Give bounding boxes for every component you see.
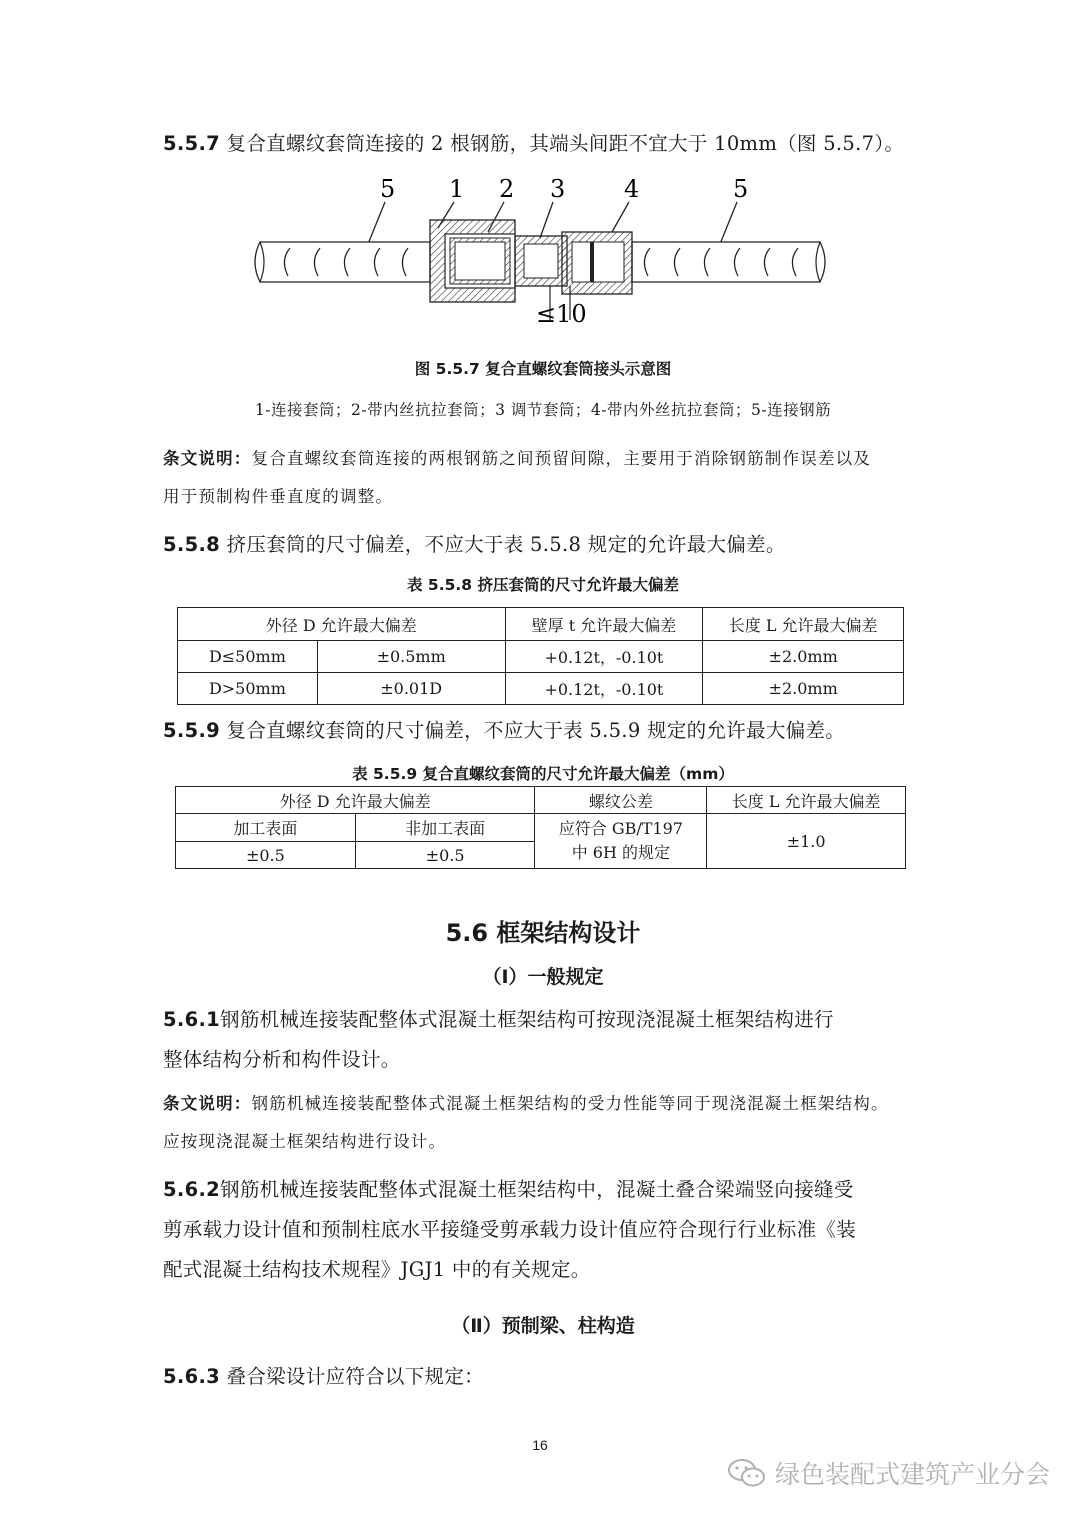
- table-cell: ±0.01D: [317, 673, 505, 705]
- clause-5-5-7: [163, 124, 923, 164]
- adjusting-sleeve: [515, 236, 567, 286]
- clause-number: 5.6.1: [163, 1008, 221, 1031]
- clause-number: 5.5.9: [163, 719, 221, 742]
- page-number: 16: [532, 1437, 548, 1453]
- label-5-left: 5: [380, 175, 396, 203]
- wechat-icon: [727, 1457, 767, 1489]
- header-thread-tolerance: 螺纹公差: [535, 787, 707, 814]
- length-value: ±1.0: [707, 814, 906, 869]
- table-row: [178, 673, 904, 705]
- connecting-sleeve: [430, 220, 515, 302]
- commentary-line: 钢筋机械连接装配整体式混凝土框架结构的受力性能等同于现浇混凝土框架结构。: [251, 1094, 889, 1113]
- label-4: 4: [624, 175, 640, 203]
- clause-5-5-9: [163, 711, 923, 751]
- right-rebar: [632, 242, 825, 282]
- table-5-5-8-caption: 表 5.5.8 挤压套筒的尺寸允许最大偏差: [407, 576, 679, 594]
- table-cell: ±2.0mm: [703, 673, 904, 705]
- section-title: 5.6 框架结构设计: [445, 919, 641, 947]
- thread-line: 中 6H 的规定: [571, 843, 671, 862]
- table-cell: ±0.5mm: [317, 641, 505, 673]
- table-cell: D≤50mm: [178, 641, 318, 673]
- clause-text: 整体结构分析和构件设计。: [163, 1048, 401, 1071]
- thread-requirement: [535, 814, 707, 869]
- table-row: [178, 641, 904, 673]
- header-outer-diameter: 外径 D 允许最大偏差: [176, 787, 535, 814]
- sub-header-unmachined: 非加工表面: [355, 814, 535, 842]
- commentary-line: 用于预制构件垂直度的调整。: [163, 487, 394, 506]
- clause-text: 挤压套筒的尺寸偏差，不应大于表 5.5.8 规定的允许最大偏差。: [226, 533, 786, 556]
- subsection-general: （Ⅰ）一般规定: [482, 966, 604, 988]
- clause-5-6-2: [163, 1170, 923, 1290]
- header-wall-thickness: 壁厚 t 允许最大偏差: [505, 608, 703, 641]
- table-cell: +0.12t，-0.10t: [505, 641, 703, 673]
- sub-header-machined: 加工表面: [176, 814, 356, 842]
- figure-caption: 图 5.5.7 复合直螺纹套筒接头示意图: [414, 360, 672, 378]
- left-rebar: [255, 242, 430, 282]
- subsection-precast: （Ⅱ）预制梁、柱构造: [451, 1315, 635, 1337]
- commentary-line: 复合直螺纹套筒连接的两根钢筋之间预留间隙，主要用于消除钢筋制作误差以及: [251, 449, 871, 468]
- commentary-2: [163, 1085, 923, 1161]
- table-cell: +0.12t，-0.10t: [505, 673, 703, 705]
- clause-5-6-3: [163, 1357, 923, 1397]
- clause-number: 5.5.8: [163, 533, 221, 556]
- table-5-5-8: [177, 607, 904, 705]
- unmachined-value: ±0.5: [355, 842, 535, 869]
- header-length: 长度 L 允许最大偏差: [707, 787, 906, 814]
- clause-number: 5.6.2: [163, 1178, 221, 1201]
- clause-text: 钢筋机械连接装配整体式混凝土框架结构中，混凝土叠合梁端竖向接缝受: [220, 1178, 854, 1201]
- watermark: [727, 1455, 1050, 1491]
- clause-5-6-1: [163, 1000, 923, 1080]
- figure-legend: 1-连接套筒；2-带内丝抗拉套筒；3 调节套筒；4-带内外丝抗拉套筒；5-连接钢筋: [254, 401, 832, 419]
- gap-label: ≤10: [536, 300, 587, 328]
- label-3: 3: [550, 175, 566, 203]
- clause-text: 复合直螺纹套筒连接的 2 根钢筋，其端头间距不宜大于 10mm（图 5.5.7）。: [226, 132, 905, 155]
- commentary-line: 应按现浇混凝土框架结构进行设计。: [163, 1132, 447, 1151]
- coupler-joint-diagram: [240, 170, 840, 340]
- clause-text: 钢筋机械连接装配整体式混凝土框架结构可按现浇混凝土框架结构进行: [220, 1008, 834, 1031]
- label-2: 2: [499, 175, 515, 203]
- table-5-5-9: [175, 786, 906, 869]
- table-cell: D>50mm: [178, 673, 318, 705]
- clause-text: 配式混凝土结构技术规程》JGJ1 中的有关规定。: [163, 1258, 591, 1281]
- label-5-right: 5: [733, 175, 749, 203]
- commentary-label: 条文说明：: [163, 449, 252, 468]
- clause-5-5-8: [163, 525, 923, 565]
- tensile-sleeve: [562, 232, 632, 294]
- header-length: 长度 L 允许最大偏差: [703, 608, 904, 641]
- clause-text: 叠合梁设计应符合以下规定：: [226, 1365, 484, 1388]
- label-1: 1: [449, 175, 465, 203]
- thread-line: 应符合 GB/T197: [558, 819, 683, 838]
- commentary-1: [163, 440, 923, 516]
- machined-value: ±0.5: [176, 842, 356, 869]
- clause-text: 剪承载力设计值和预制柱底水平接缝受剪承载力设计值应符合现行行业标准《装: [163, 1218, 857, 1241]
- clause-number: 5.5.7: [163, 132, 221, 155]
- watermark-text: 绿色装配式建筑产业分会: [774, 1460, 1050, 1489]
- clause-text: 复合直螺纹套筒的尺寸偏差，不应大于表 5.5.9 规定的允许最大偏差。: [226, 719, 846, 742]
- header-outer-diameter: 外径 D 允许最大偏差: [178, 608, 506, 641]
- clause-number: 5.6.3: [163, 1365, 221, 1388]
- commentary-label: 条文说明：: [163, 1094, 252, 1113]
- table-cell: ±2.0mm: [703, 641, 904, 673]
- table-5-5-9-caption: 表 5.5.9 复合直螺纹套筒的尺寸允许最大偏差（mm）: [352, 765, 734, 783]
